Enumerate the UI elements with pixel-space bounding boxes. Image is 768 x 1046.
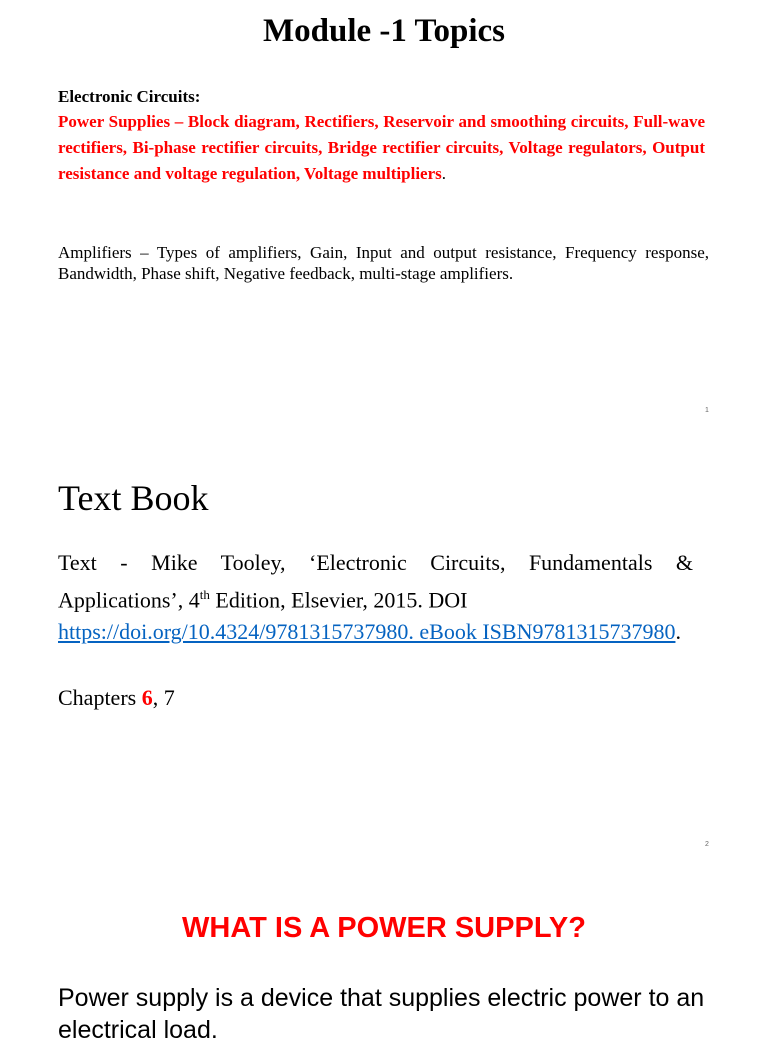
reference-text-2: Edition, Elsevier, 2015. DOI bbox=[209, 587, 468, 613]
section-heading: Electronic Circuits: bbox=[58, 87, 201, 106]
slide-title: WHAT IS A POWER SUPPLY? bbox=[182, 912, 586, 944]
chapters-line bbox=[58, 685, 175, 711]
chapter-rest: , 7 bbox=[152, 685, 175, 710]
doi-link[interactable]: https://doi.org/10.4324/9781315737980. eBook ISBN9781315737980 bbox=[58, 619, 676, 645]
textbook-reference bbox=[58, 547, 693, 648]
slide-3 bbox=[0, 860, 768, 1044]
topics-period: . bbox=[441, 164, 447, 183]
slide-title: Text Book bbox=[58, 478, 209, 518]
slide-2 bbox=[0, 430, 768, 860]
amplifiers-topics: Amplifiers – Types of amplifiers, Gain, Input and output resistance, Frequency response, Bandwidth, Phase shift, Negative feedback, multi-stage amplifiers. bbox=[58, 243, 709, 283]
reference-period: . bbox=[675, 619, 681, 645]
slide-1 bbox=[0, 0, 768, 430]
edition-superscript: th bbox=[199, 587, 210, 602]
chapter-highlight: 6 bbox=[141, 685, 153, 710]
slide-number: 1 bbox=[705, 407, 709, 414]
reference-text: Text - Mike Tooley, ‘Electronic Circuits, Fundamentals & Applications’, 4 bbox=[58, 550, 693, 613]
slide-body: Power supply is a device that supplies electric power to an electrical load. bbox=[58, 984, 705, 1044]
slide-title: Module -1 Topics bbox=[262, 13, 506, 49]
chapters-label: Chapters bbox=[58, 685, 142, 710]
power-supplies-topics bbox=[58, 109, 705, 187]
slide-number: 2 bbox=[705, 841, 709, 848]
power-supplies-text: Power Supplies – Block diagram, Rectifiers, Reservoir and smoothing circuits, Full-wave rectifiers, Bi-phase rectifier circuits, Bridge rectifier circuits, Voltage regulators, Output resistance and voltage regulation, Voltage multipliers bbox=[58, 112, 705, 183]
